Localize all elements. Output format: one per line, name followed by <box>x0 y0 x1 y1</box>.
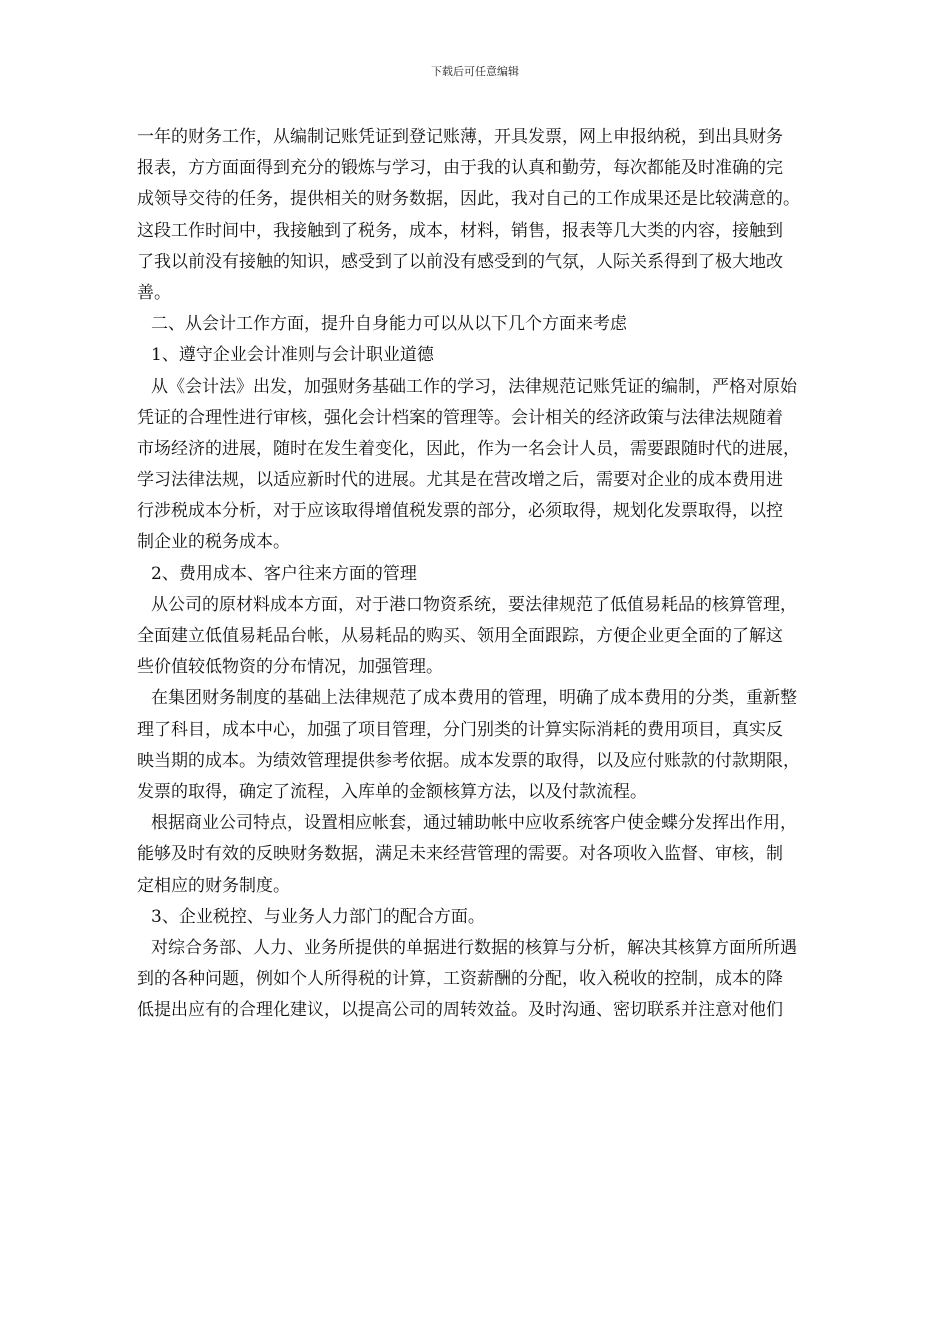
text-line: 从公司的原材料成本方面，对于港口物资系统，要法律规范了低值易耗品的核算管理， <box>151 594 797 615</box>
document-body <box>137 122 897 1026</box>
text-line: 一年的财务工作，从编制记账凭证到登记账薄，开具发票，网上申报纳税，到出具财务 <box>137 127 783 147</box>
text-line: 些价值较低物资的分布情况，加强管理。 <box>137 657 443 678</box>
text-line: 能够及时有效的反映财务数据，满足未来经营管理的需要。对各项收入监督、审核，制 <box>137 844 783 865</box>
text-line: 对综合务部、人力、业务所提供的单据进行数据的核算与分析，解决其核算方面所所遇 <box>151 937 797 958</box>
text-line: 定相应的财务制度。 <box>137 875 290 896</box>
text-line: 根据商业公司特点，设置相应帐套，通过辅助帐中应收系统客户使金蝶分发挥出作用， <box>151 813 797 834</box>
text-line: 发票的取得，确定了流程，入库单的金额核算方法，以及付款流程。 <box>137 781 647 802</box>
text-line: 到的各种问题，例如个人所得税的计算，工资薪酬的分配，收入税收的控制，成本的降 <box>137 969 783 990</box>
text-line: 市场经济的进展，随时在发生着变化，因此，作为一名会计人员，需要跟随时代的进展， <box>137 438 800 459</box>
text-line: 全面建立低值易耗品台帐，从易耗品的购买、领用全面跟踪，方便企业更全面的了解这 <box>137 626 783 646</box>
text-line: 凭证的合理性进行审核，强化会计档案的管理等。会计相关的经济政策与法律法规随着 <box>137 407 783 428</box>
subsection-heading: 3、企业税控、与业务人力部门的配合方面。 <box>151 906 485 927</box>
section-heading: 二、从会计工作方面，提升自身能力可以从以下几个方面来考虑 <box>151 314 627 335</box>
text-line: 在集团财务制度的基础上法律规范了成本费用的管理，明确了成本费用的分类，重新整 <box>151 688 797 709</box>
text-line: 低提出应有的合理化建议，以提高公司的周转效益。及时沟通、密切联系并注意对他们 <box>137 1000 783 1021</box>
text-line: 报表，方方面面得到充分的锻炼与学习，由于我的认真和勤劳，每次都能及时准确的完 <box>137 158 783 179</box>
subsection-heading: 2、费用成本、客户往来方面的管理 <box>151 563 417 584</box>
text-line: 制企业的税务成本。 <box>137 532 290 553</box>
text-line: 学习法律法规，以适应新时代的进展。尤其是在营改增之后，需要对企业的成本费用进 <box>137 470 783 491</box>
subsection-heading: 1、遵守企业会计准则与会计职业道德 <box>151 345 434 366</box>
text-line: 理了科目，成本中心，加强了项目管理，分门别类的计算实际消耗的费用项目，真实反 <box>137 719 783 740</box>
text-line: 行涉税成本分析，对于应该取得增值税发票的部分，必须取得，规划化发票取得，以控 <box>137 501 783 522</box>
text-line: 从《会计法》出发，加强财务基础工作的学习，法律规范记账凭证的编制，严格对原始 <box>151 376 797 397</box>
text-line: 善。 <box>137 282 171 303</box>
text-line: 这段工作时间中，我接触到了税务，成本，材料，销售，报表等几大类的内容，接触到 <box>137 220 783 241</box>
page-header: 下载后可任意编辑 <box>431 65 519 78</box>
text-line: 了我以前没有接触的知识，感受到了以前没有感受到的气氛，人际关系得到了极大地改 <box>137 251 783 272</box>
text-line: 映当期的成本。为绩效管理提供参考依据。成本发票的取得，以及应付账款的付款期限， <box>137 750 800 771</box>
text-line: 成领导交待的任务，提供相关的财务数据，因此，我对自己的工作成果还是比较满意的。 <box>137 189 800 210</box>
